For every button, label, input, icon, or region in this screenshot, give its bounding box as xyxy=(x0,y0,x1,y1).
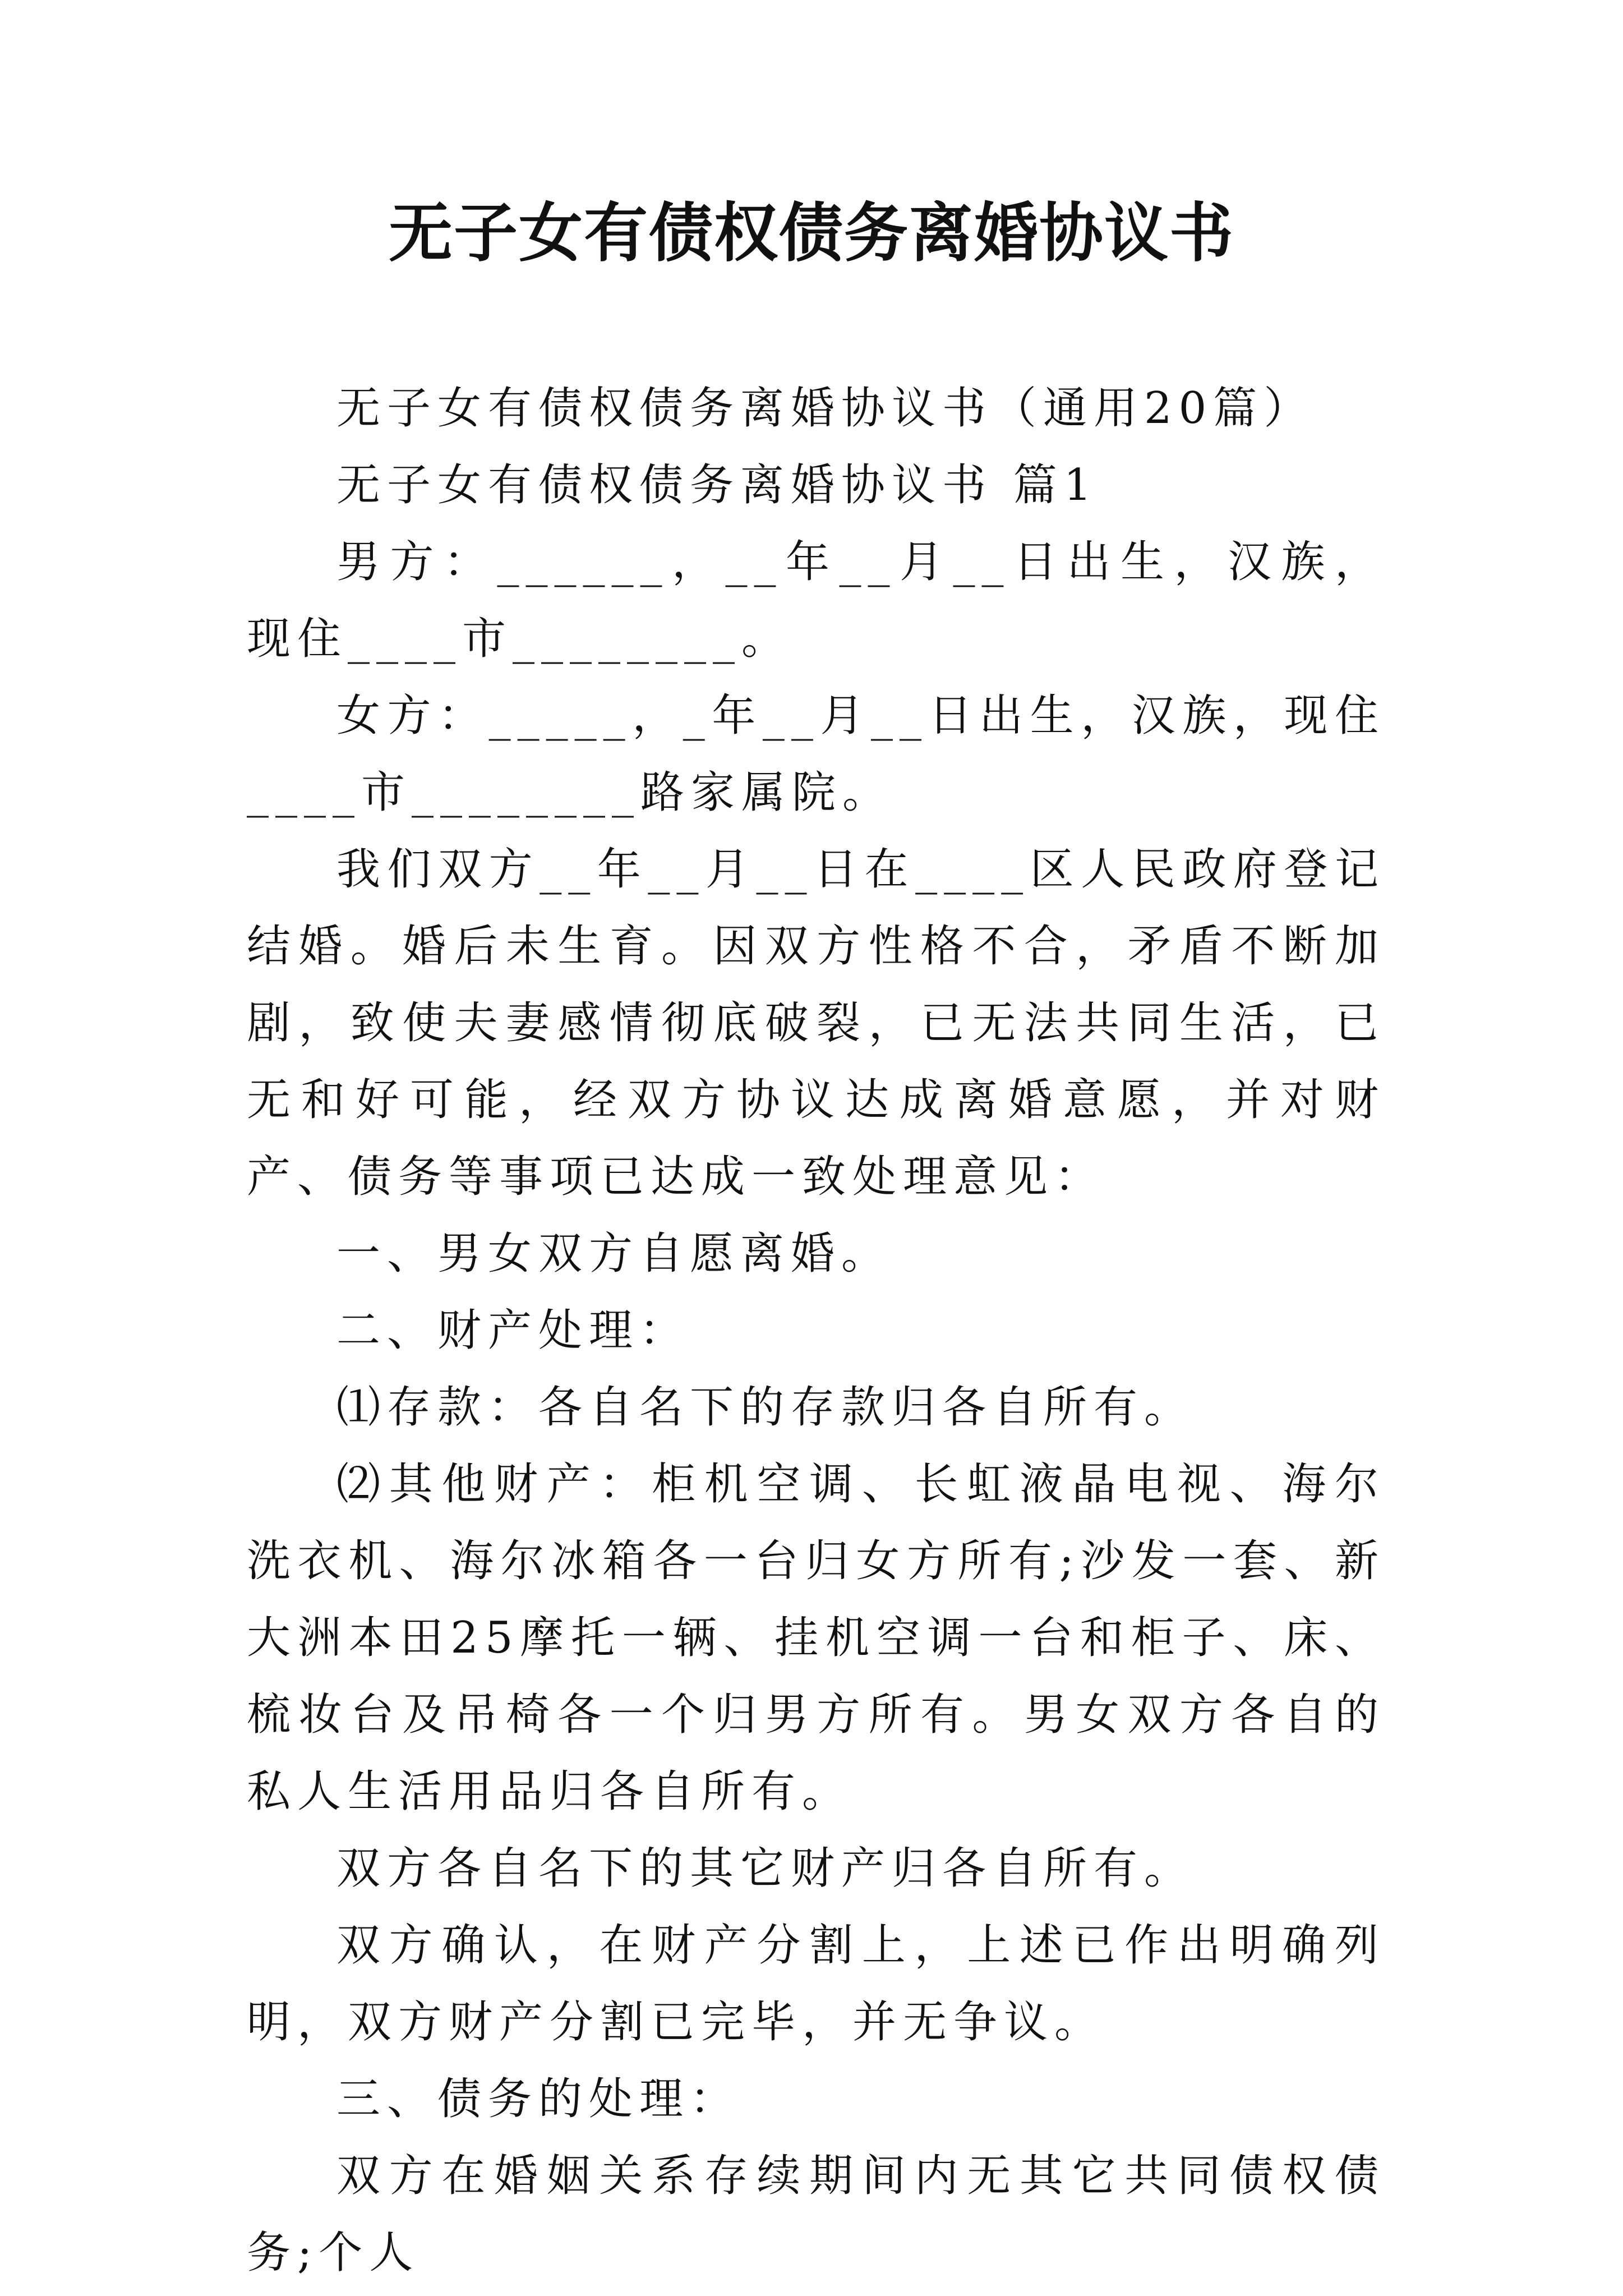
paragraph-subtitle: 无子女有债权债务离婚协议书（通用20篇） xyxy=(336,383,1315,434)
paragraph-clause-1: 一、男女双方自愿离婚。 xyxy=(336,1228,892,1279)
paragraph-marriage-statement: 我们双方__年__月__日在____区人民政府登记结婚。婚后未生育。因双方性格不合，矛盾不断加剧，致使夫妻感情彻底破裂，已无法共同生活，已无和好可能，经双方协议达成离婚意愿，并对财产、债务等事项已达成一致处理意见： xyxy=(247,844,1385,1202)
paragraph-section-heading: 无子女有债权债务离婚协议书 篇1 xyxy=(336,460,1099,510)
paragraph-debts: 双方在婚姻关系存续期间内无其它共同债权债务;个人 xyxy=(247,2151,1385,2278)
paragraph-savings: ⑴存款：各自名下的存款归各自所有。 xyxy=(336,1382,1195,1433)
document-body xyxy=(247,370,1385,2292)
paragraph-confirmation: 双方确认，在财产分割上，上述已作出明确列明，双方财产分割已完毕，并无争议。 xyxy=(247,1920,1385,2047)
paragraph-female-party: 女方：_____，_年__月__日出生，汉族，现住____市________路家属院。 xyxy=(247,691,1385,818)
paragraph-other-property: ⑵其他财产：柜机空调、长虹液晶电视、海尔洗衣机、海尔冰箱各一台归女方所有;沙发一套、新大洲本田25摩托一辆、挂机空调一台和柜子、床、梳妆台及吊椅各一个归男方所有。男女双方各自的私人生活用品归各自所有。 xyxy=(247,1459,1385,1817)
paragraph-other-assets: 双方各自名下的其它财产归各自所有。 xyxy=(336,1843,1195,1894)
document-title: 无子女有债权债务离婚协议书 xyxy=(388,195,1234,270)
paragraph-clause-3: 三、债务的处理： xyxy=(336,2074,741,2124)
paragraph-clause-2: 二、财产处理： xyxy=(336,1305,690,1356)
paragraph-male-party: 男方：______，__年__月__日出生，汉族，现住____市________。 xyxy=(247,537,1385,664)
